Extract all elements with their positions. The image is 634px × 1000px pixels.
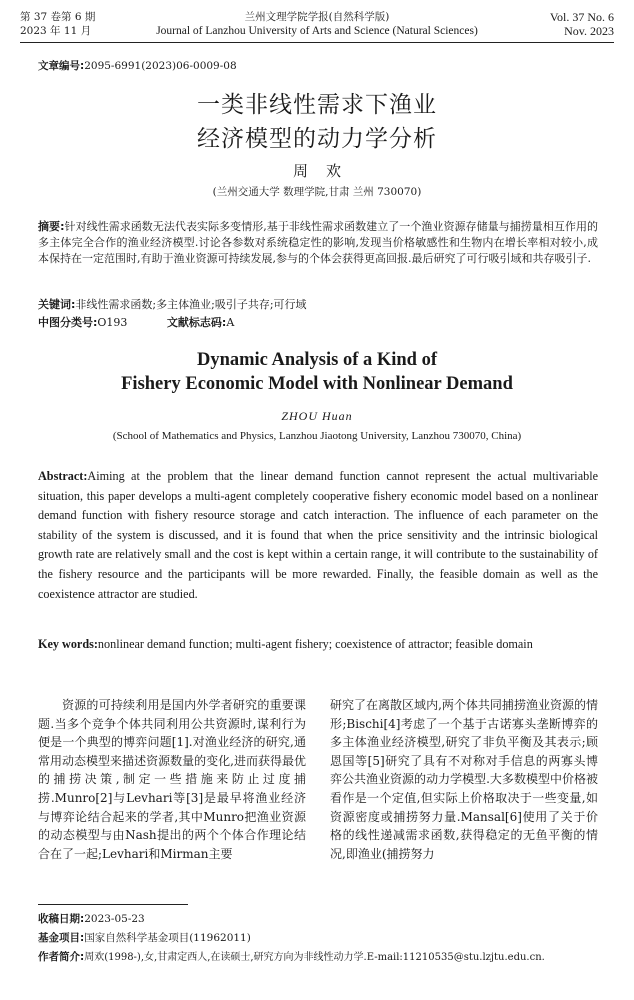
journal-issue-en	[550, 10, 614, 38]
abstract-cn	[38, 219, 598, 268]
abstract-cn-label: 摘要:	[38, 220, 65, 233]
footnote-fund	[38, 931, 618, 945]
header-rule	[20, 42, 614, 43]
doc-code-value: A	[226, 316, 235, 329]
volume-issue-en: Vol. 37 No. 6	[549, 10, 614, 24]
body-column-right	[330, 696, 598, 863]
received-label: 收稿日期:	[38, 913, 85, 925]
class-code-label: 中图分类号:	[38, 316, 98, 329]
fund-label: 基金项目:	[38, 932, 85, 944]
abstract-en-label: Abstract:	[38, 469, 88, 483]
article-number	[38, 58, 237, 73]
author-cn: 周欢	[292, 162, 359, 180]
footnote-received	[38, 912, 618, 926]
author-en: ZHOU Huan	[281, 409, 353, 423]
abstract-en	[38, 467, 598, 604]
journal-name-cn: 兰州文理学院学报(自然科学版)	[244, 11, 390, 23]
class-code-value: O193	[97, 316, 128, 329]
title-en-line2: Fishery Economic Model with Nonlinear Demand	[121, 374, 513, 394]
journal-name-en: Journal of Lanzhou University of Arts and Science (Natural Sciences)	[156, 25, 478, 37]
abstract-cn-text: 针对线性需求函数无法代表实际多变情形,基于非线性需求函数建立了一个渔业资源存储量与捕捞量相互作用的多主体完全合作的渔业经济模型.讨论各参数对系统稳定性的影响,发现当价格敏感性和生物内在增长率相对较小,成本保持在一定范围时,有助于渔业资源可持续发展,参与的个体会获得更高回报.最后研究了可行吸引域和共存吸引子.	[38, 220, 598, 266]
keywords-cn	[38, 297, 598, 313]
keywords-en	[38, 635, 598, 655]
author-bio-label: 作者简介:	[38, 951, 85, 963]
body-left-text: 资源的可持续利用是国内外学者研究的重要课题.当多个竞争个体共同利用公共资源时,谋利行为便是一个典型的博弈问题[1].对渔业经济的研究,通常用动态模型来描述资源数量的变化,进而获得最优的捕捞决策,制定一些措施来防止过度捕捞.Munro[2]与Levhari等[3]是最早将渔业经济与博弈论结合起来的学者,其中Munro把渔业资源的动态模型与由Nash提出的两个个体合作理论结合在了一起;Levhari和Mirman主要	[38, 698, 306, 861]
keywords-cn-label: 关键词:	[38, 298, 76, 311]
volume-issue-cn: 第 37 卷第 6 期	[20, 11, 96, 23]
article-number-label: 文章编号:	[38, 60, 85, 72]
affiliation-en: (School of Mathematics and Physics, Lanzhou Jiaotong University, Lanzhou 730070, China)	[112, 430, 522, 442]
author-bio-value: 周欢(1998-),女,甘肃定西人,在读硕士,研究方向为非线性动力学.E-mail:11210535@stu.lzjtu.edu.cn.	[84, 952, 545, 963]
journal-name	[130, 10, 504, 38]
received-value: 2023-05-23	[84, 913, 145, 925]
abstract-en-text: Aiming at the problem that the linear demand function cannot represent the actual multivariable situation, this paper develops a multi-agent completely cooperative fishery economic model based on a nonlinear demand function with fishery resource storage and catch interaction. The influence of each parameter on the stability of the system is discussed, and it is found that when the price sensitivity and the intrinsic biological growth rate are relatively small and the cost is kept within a certain range, it will contribute to the sustainability of the fishery resource and the participants will be more rewarded. Finally, the feasible domain as well as the coexistence attractor are studied.	[38, 469, 598, 601]
doc-code-label: 文献标志码:	[166, 316, 227, 329]
fund-value: 国家自然科学基金项目(11962011)	[84, 932, 251, 944]
article-number-value: 2095-6991(2023)06-0009-08	[84, 60, 237, 72]
date-cn: 2023 年 11 月	[20, 25, 92, 37]
journal-issue-cn	[20, 10, 95, 38]
classification	[38, 315, 598, 331]
keywords-en-label: Key words:	[38, 637, 98, 651]
title-en-line1: Dynamic Analysis of a Kind of	[196, 350, 438, 370]
title-cn-line2: 经济模型的动力学分析	[197, 126, 437, 152]
body-right-text: 研究了在离散区域内,两个体共同捕捞渔业资源的情形;Bischi[4]考虑了一个基于古诺寡头垄断博弈的多主体渔业经济模型,研究了非负平衡及其表示;顾恩国等[5]研究了具有不对称对手信息的两寡头博弈公共渔业资源的动力学模型.大多数模型中价格被看作是一个定值,但实际上价格取决于一些变量,如资源密度或捕捞努力量.Mansal[6]使用了关于价格的线性递减需求函数,获得稳定的无鱼平衡的情况,即渔业(捕捞努力	[330, 698, 598, 861]
keywords-cn-text: 非线性需求函数;多主体渔业;吸引子共存;可行域	[75, 298, 307, 311]
footnote-rule	[38, 904, 188, 905]
affiliation-cn: (兰州交通大学 数理学院,甘肃 兰州 730070)	[212, 186, 422, 198]
body-column-left	[38, 696, 306, 863]
footnote-author	[38, 950, 618, 965]
date-en: Nov. 2023	[564, 24, 614, 38]
title-cn-line1: 一类非线性需求下渔业	[197, 92, 437, 118]
keywords-en-text: nonlinear demand function; multi-agent fishery; coexistence of attractor; feasible domain	[97, 637, 533, 651]
